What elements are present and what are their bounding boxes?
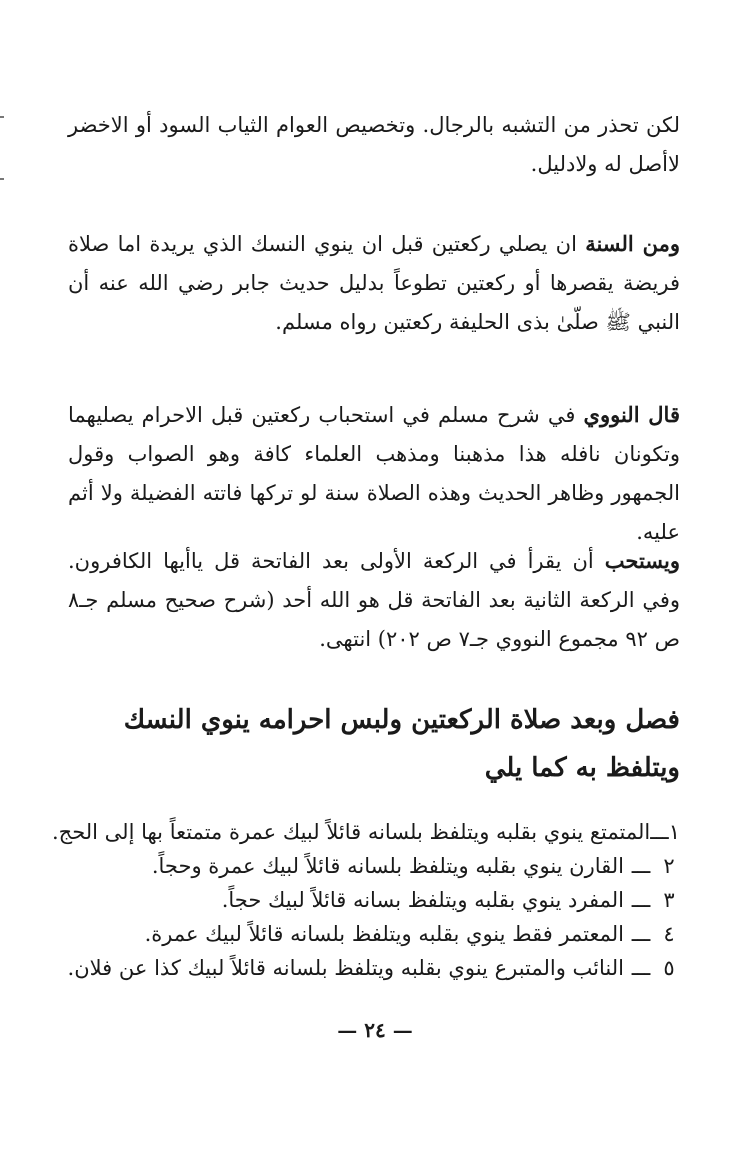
list-item-dash: ـــ	[631, 854, 651, 878]
list-item	[60, 917, 680, 951]
list-item	[60, 849, 680, 883]
list-item-dash: ـــ	[631, 956, 651, 980]
list-item-text: النائب والمتبرع ينوي بقلبه ويتلفظ بلسانه قائلاً لبيك كذا عن فلان.	[67, 956, 624, 980]
paragraph-text: أن يقرأ في الركعة الأولى بعد الفاتحة قل ياأيها الكافرون. وفي الركعة الثانية بعد الفاتحة قل هو الله أحد (شرح صحيح مسلم جـ٨ ص ٩٢ مجموع النووي جـ٧ ص ٢٠٢) انتهى.	[68, 549, 680, 651]
list-item-text: القارن ينوي بقلبه ويتلفظ بلسانه قائلاً لبيك عمرة وحجاً.	[151, 854, 624, 878]
paragraph-lead: قال النووي	[583, 402, 680, 427]
paragraph-text: لكن تحذر من التشبه بالرجال. وتخصيص العوام الثياب السود أو الاخضر لاأصل له ولادليل.	[68, 113, 680, 176]
paragraph-lead: ويستحب	[604, 548, 680, 573]
section-heading: فصل وبعد صلاة الركعتين ولبس احرامه ينوي النسك ويتلفظ به كما يلي	[123, 705, 680, 783]
paragraph-3	[68, 395, 680, 552]
niyyah-list	[51, 815, 680, 985]
list-item	[60, 951, 680, 985]
list-item-text: المفرد ينوي بقلبه ويتلفظ بسانه قائلاً لبيك حجاً.	[221, 888, 624, 912]
list-item-number: ٢	[663, 854, 675, 878]
list-item-number: ٤	[663, 922, 675, 946]
paragraph-lead: ومن السنة	[585, 231, 681, 256]
paragraph-2	[68, 224, 680, 342]
list-item	[51, 815, 680, 849]
list-item-number: ٣	[663, 888, 675, 912]
list-item-text: المعتمر فقط ينوي بقلبه ويتلفظ بلسانه قائلاً لبيك عمرة.	[144, 922, 624, 946]
paragraph-1	[68, 105, 680, 184]
list-item-number: ١	[668, 820, 680, 844]
paragraph-4	[68, 541, 680, 659]
list-item	[60, 883, 680, 917]
scan-edge-mark	[0, 116, 4, 118]
page-number: — ٢٤ —	[337, 1018, 413, 1042]
list-item-text: المتمتع ينوي بقلبه ويتلفظ بلسانه قائلاً لبيك عمرة متمتعاً بها إلى الحج.	[51, 820, 651, 844]
paragraph-text: في شرح مسلم في استحباب ركعتين قبل الاحرام يصليهما وتكونان نافله هذا مذهبنا ومذهب العلماء كافة وهو الصواب وقول الجمهور وظاهر الحديث وهذه الصلاة سنة لو تركها فاتته الفضيلة ولا أثم عليه.	[68, 403, 680, 544]
list-item-number: ٥	[663, 956, 675, 980]
scan-edge-mark	[0, 178, 4, 180]
list-item-dash: ـــ	[631, 888, 651, 912]
paragraph-text: ان يصلي ركعتين قبل ان ينوي النسك الذي يريدة اما صلاة فريضة يقصرها أو ركعتين تطوعاً بدليل حديث جابر رضي الله عنه أن النبي ﷺ صلّىٰ بذى الحليفة ركعتين رواه مسلم.	[68, 232, 680, 334]
list-item-dash: ـــ	[650, 820, 669, 844]
list-item-dash: ـــ	[631, 922, 651, 946]
